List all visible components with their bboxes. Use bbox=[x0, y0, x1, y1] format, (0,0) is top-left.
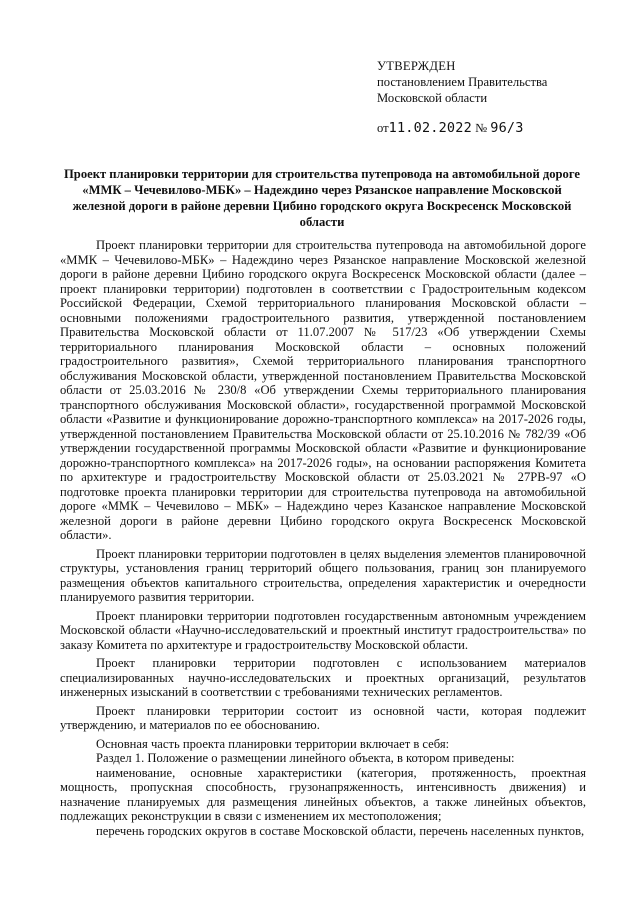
approval-heading: УТВЕРЖДЕН bbox=[377, 59, 456, 73]
paragraph: Проект планировки территории состоит из основной части, которая подлежит утверждению, и материалов по ее обоснованию. bbox=[60, 703, 586, 732]
paragraph: Проект планировки территории подготовлен в целях выделения элементов планировочной структуры, установления границ территорий общего пользования, границ зон планируемого размещения объектов капитального строительства, определения характеристик и очередности планируемого развития территории. bbox=[60, 546, 586, 604]
paragraph: наименование, основные характеристики (категория, протяженность, проектная мощность, пропускная способность, грузонапряженность, интенсивность движения) и назначение планируемых для размещения линейных объектов, а также линейных объектов, подлежащих реконструкции в связи с изменением их местоположения; bbox=[60, 765, 586, 823]
document-title: Проект планировки территории для строительства путепровода на автомобильной дороге «ММК – Чечевилово-МБК» – Надеждино через Рязанское направление Московской железной дороги в районе деревни Цибино городского округа Воскресенск Московской области bbox=[64, 167, 580, 229]
document-body bbox=[60, 238, 586, 838]
approval-line-2: Московской области bbox=[377, 91, 488, 105]
from-label: от bbox=[377, 121, 389, 135]
paragraph: перечень городских округов в составе Московской области, перечень населенных пунктов, bbox=[96, 823, 585, 838]
paragraph: Основная часть проекта планировки территории включает в себя: bbox=[96, 736, 450, 751]
number-sign: № bbox=[475, 121, 488, 135]
decree-number: 96/3 bbox=[490, 120, 524, 136]
paragraph: Раздел 1. Положение о размещении линейного объекта, в котором приведены: bbox=[96, 751, 515, 765]
paragraph: Проект планировки территории для строительства путепровода на автомобильной дороге «ММК – Чечевилово-МБК» – Надеждино через Рязанское направление Московской железной дороги в районе деревни Цибино городского округа Воскресенск Московской области (далее – проект планировки территории) подготовлен в соответствии с Градостроительным кодексом Российской Федерации, Схемой территориального планирования Московской области – основными положениями градостроительного развития, утвержденной постановлением Правительства Московской области от 11.07.2007 № 517/23 «Об утверждении Схемы территориального планирования Московской области – основных положений градостроительного развития», Схемой территориального планирования транспортного обслуживания Московской области, утвержденной постановлением Правительства Московской области от 25.03.2016 № 230/8 «Об утверждении Схемы территориального планирования транспортного обслуживания Московской области», государственной программой Московской области «Развитие и функционирование дорожно-транспортного комплекса» на 2017-2026 годы, утвержденной постановлением Правительства Московской области от 25.10.2016 № 782/39 «Об утверждении государственной программы Московской области «Развитие и функционирование дорожно-транспортного комплекса» на 2017-2026 годы», на основании распоряжения Комитета по архитектуре и градостроительству Московской области от 25.03.2021 № 27РВ-97 «О подготовке проекта планировки территории для строительства путепровода на автомобильной дороге «ММК – Чечевилово – МБК» – Надеждино через Казанское направление Московской железной дороги в районе деревни Цибино городского округа Воскресенск Московской области». bbox=[60, 238, 586, 542]
decree-date-number bbox=[377, 120, 627, 136]
decree-date: 11.02.2022 bbox=[388, 120, 472, 136]
paragraph: Проект планировки территории подготовлен с использованием материалов специализированных научно-исследовательских и проектных организаций, результатов инженерных изысканий в соответствии с требованиями технических регламентов. bbox=[60, 656, 586, 699]
approval-line-1: постановлением Правительства bbox=[377, 75, 548, 89]
approval-stamp bbox=[377, 58, 627, 136]
paragraph: Проект планировки территории подготовлен государственным автономным учреждением Московской области «Научно-исследовательский и проектный институт градостроительства» по заказу Комитета по архитектуре и градостроительству Московской области. bbox=[60, 608, 586, 652]
